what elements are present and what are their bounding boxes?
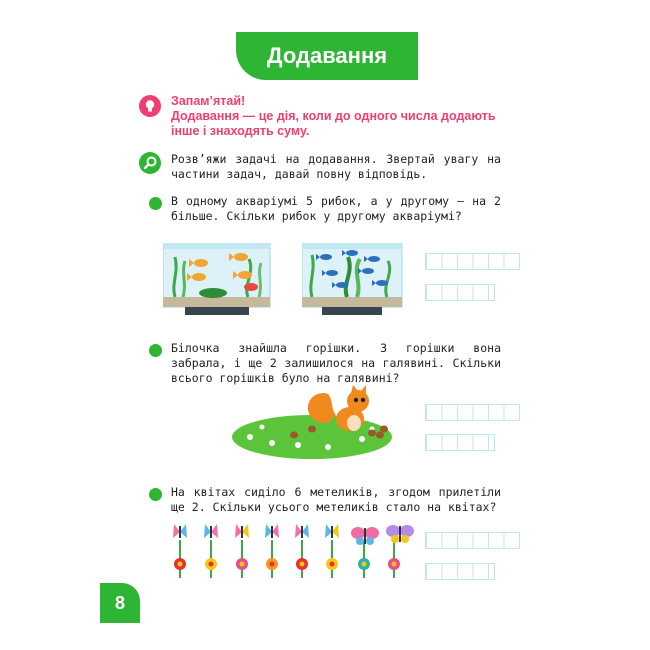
remember-rule <box>171 94 501 139</box>
aquarium-picture <box>302 243 412 318</box>
lightbulb-icon <box>139 95 161 117</box>
problem-bullet <box>149 197 162 210</box>
page-number: 8 <box>114 592 125 613</box>
answer-grid[interactable] <box>425 404 520 421</box>
magnifier-icon <box>139 152 161 174</box>
answer-grid[interactable] <box>425 253 520 270</box>
answer-grid[interactable] <box>425 284 495 301</box>
squirrel-picture <box>232 385 402 465</box>
instruction-text: Розв’яжи задачі на додавання. Звертай увагу на частини задач, давай повну відповідь. <box>171 152 501 181</box>
page-number-badge <box>100 583 140 623</box>
problem-3-text: На квітах сиділо 6 метеликів, згодом прилетіли ще 2. Скільки усього метеликів стало на квітах? <box>171 485 501 514</box>
answer-grid[interactable] <box>425 532 520 549</box>
answer-grid[interactable] <box>425 434 495 451</box>
problem-1-text: В одному акваріумі 5 рибок, а у другому — на 2 більше. Скільки рибок у другому акваріумі? <box>171 194 501 223</box>
aquarium-picture <box>163 243 273 318</box>
problem-2-text: Білочка знайшла горішки. 3 горішки вона забрала, і ще 2 залишилося на галявині. Скільки всього горішків було на галявині? <box>171 341 501 385</box>
problem-bullet <box>149 344 162 357</box>
page-title-banner <box>236 32 418 80</box>
answer-grid[interactable] <box>425 563 495 580</box>
flying-butterflies <box>350 522 420 552</box>
remember-heading: Запам’ятай! <box>171 94 246 108</box>
problem-bullet <box>149 488 162 501</box>
page-title: Додавання <box>266 43 388 68</box>
remember-definition: Додавання — це дія, коли до одного числа додають інше і знаходять суму. <box>171 109 496 138</box>
